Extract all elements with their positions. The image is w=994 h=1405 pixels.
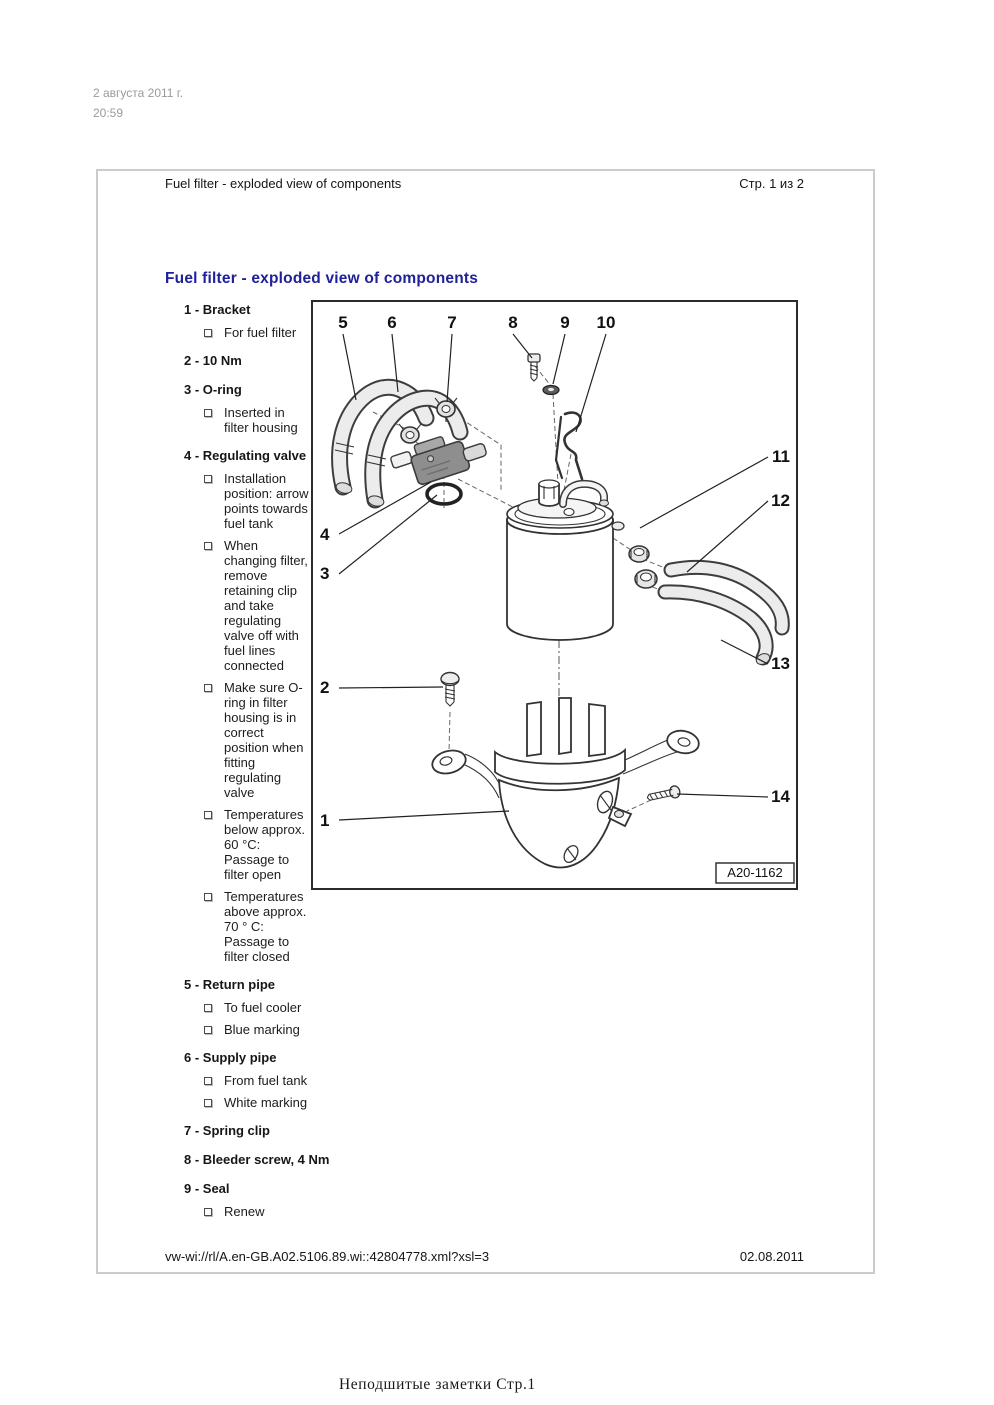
capture-time: 20:59: [93, 105, 124, 120]
footer-source-path: vw-wi://rl/A.en-GB.A02.5106.89.wi::42804778.xml?xsl=3: [165, 1249, 490, 1264]
part-note: [184, 1204, 414, 1219]
part-note: [184, 1000, 414, 1015]
union-nuts: [629, 546, 657, 588]
part-label: 5 - Return pipe: [184, 977, 276, 992]
callout-11: 11: [772, 447, 790, 466]
part-item: [184, 1123, 414, 1139]
retaining-clip: [556, 413, 582, 479]
figure-label: [716, 863, 794, 883]
part-note: [184, 405, 311, 435]
part-label: 1 - Bracket: [184, 302, 251, 317]
callout-5: 5: [338, 313, 348, 332]
part-note: [184, 1095, 414, 1110]
part-label: 9 - Seal: [184, 1181, 230, 1196]
exploded-view-figure: [311, 300, 798, 890]
square-bullet-icon: [204, 409, 212, 417]
document-page: [96, 169, 875, 1274]
part-label: 7 - Spring clip: [184, 1123, 270, 1138]
part-label: 8 - Bleeder screw, 4 Nm: [184, 1152, 330, 1167]
part-note-text: Temperatures above approx. 70 ° C: Passage to filter closed: [224, 889, 307, 964]
part-item: [184, 302, 311, 340]
callout-13: 13: [771, 654, 790, 673]
part-note: [184, 680, 311, 800]
part-note-text: When changing filter, remove retaining clip and take regulating valve off with fuel lines connected: [224, 538, 308, 673]
page-title: Fuel filter - exploded view of components: [165, 270, 479, 287]
notes-page-caption: Неподшитые заметки Стр.1: [339, 1376, 536, 1393]
part-item: [184, 977, 414, 1037]
part-label: 4 - Regulating valve: [184, 448, 307, 463]
part-note-text: Blue marking: [224, 1022, 300, 1037]
figure-id-text: A20-1162: [727, 865, 783, 880]
part-note-text: For fuel filter: [224, 325, 297, 340]
screw-2: [441, 673, 459, 707]
screw-14: [646, 785, 681, 804]
capture-date: 2 августа 2011 г.: [93, 86, 184, 100]
seal: [543, 386, 559, 395]
part-note: [184, 889, 311, 964]
square-bullet-icon: [204, 329, 212, 337]
square-bullet-icon: [204, 1026, 212, 1034]
callout-14: 14: [771, 787, 790, 806]
part-item: [184, 353, 311, 369]
square-bullet-icon: [204, 893, 212, 901]
exploded-view-drawing: [313, 302, 796, 888]
square-bullet-icon: [204, 542, 212, 550]
part-note: [184, 1073, 414, 1088]
callout-3: 3: [320, 564, 330, 583]
callout-12: 12: [771, 491, 790, 510]
callout-4: 4: [320, 525, 330, 544]
part-note: [184, 1022, 414, 1037]
part-note-text: Renew: [224, 1204, 265, 1219]
bracket: [430, 698, 701, 867]
part-note: [184, 471, 311, 531]
part-label: 2 - 10 Nm: [184, 353, 242, 368]
bleeder-screw: [528, 354, 540, 381]
capture-timestamp: [93, 84, 183, 124]
part-item: [184, 448, 311, 964]
part-note-text: Inserted in filter housing: [224, 405, 298, 435]
part-note-text: From fuel tank: [224, 1073, 308, 1088]
square-bullet-icon: [204, 1077, 212, 1085]
part-note: [184, 807, 311, 882]
document-header: [165, 176, 804, 191]
header-page-indicator: Стр. 1 из 2: [739, 176, 804, 191]
header-title: Fuel filter - exploded view of components: [165, 176, 402, 191]
fuel-filter-canister: [507, 480, 624, 640]
part-label: 6 - Supply pipe: [184, 1050, 277, 1065]
part-note-text: White marking: [224, 1095, 308, 1110]
part-note-text: To fuel cooler: [224, 1000, 302, 1015]
square-bullet-icon: [204, 1004, 212, 1012]
callout-1: 1: [320, 811, 330, 830]
square-bullet-icon: [204, 1208, 212, 1216]
callout-7: 7: [447, 313, 457, 332]
callout-8: 8: [508, 313, 518, 332]
part-label: 3 - O-ring: [184, 382, 242, 397]
part-note-text: Temperatures below approx. 60 °C: Passage to filter open: [224, 807, 305, 882]
callout-9: 9: [560, 313, 570, 332]
part-note: [184, 538, 311, 673]
square-bullet-icon: [204, 811, 212, 819]
callout-10: 10: [596, 313, 616, 332]
callout-2: 2: [320, 678, 330, 697]
part-item: [184, 1152, 414, 1168]
square-bullet-icon: [204, 684, 212, 692]
part-item: [184, 1181, 414, 1219]
fuel-hose-13: [665, 592, 771, 667]
document-footer: [165, 1249, 804, 1264]
square-bullet-icon: [204, 475, 212, 483]
footer-date: 02.08.2011: [739, 1249, 804, 1264]
part-note-text: Installation position: arrow points towards fuel tank: [224, 471, 309, 531]
part-item: [184, 1050, 414, 1110]
callout-6: 6: [387, 313, 397, 332]
part-note-text: Make sure O-ring in filter housing is in correct position when fitting regulating valve: [224, 680, 304, 800]
square-bullet-icon: [204, 1099, 212, 1107]
part-note: [184, 325, 311, 340]
part-item: [184, 382, 311, 435]
